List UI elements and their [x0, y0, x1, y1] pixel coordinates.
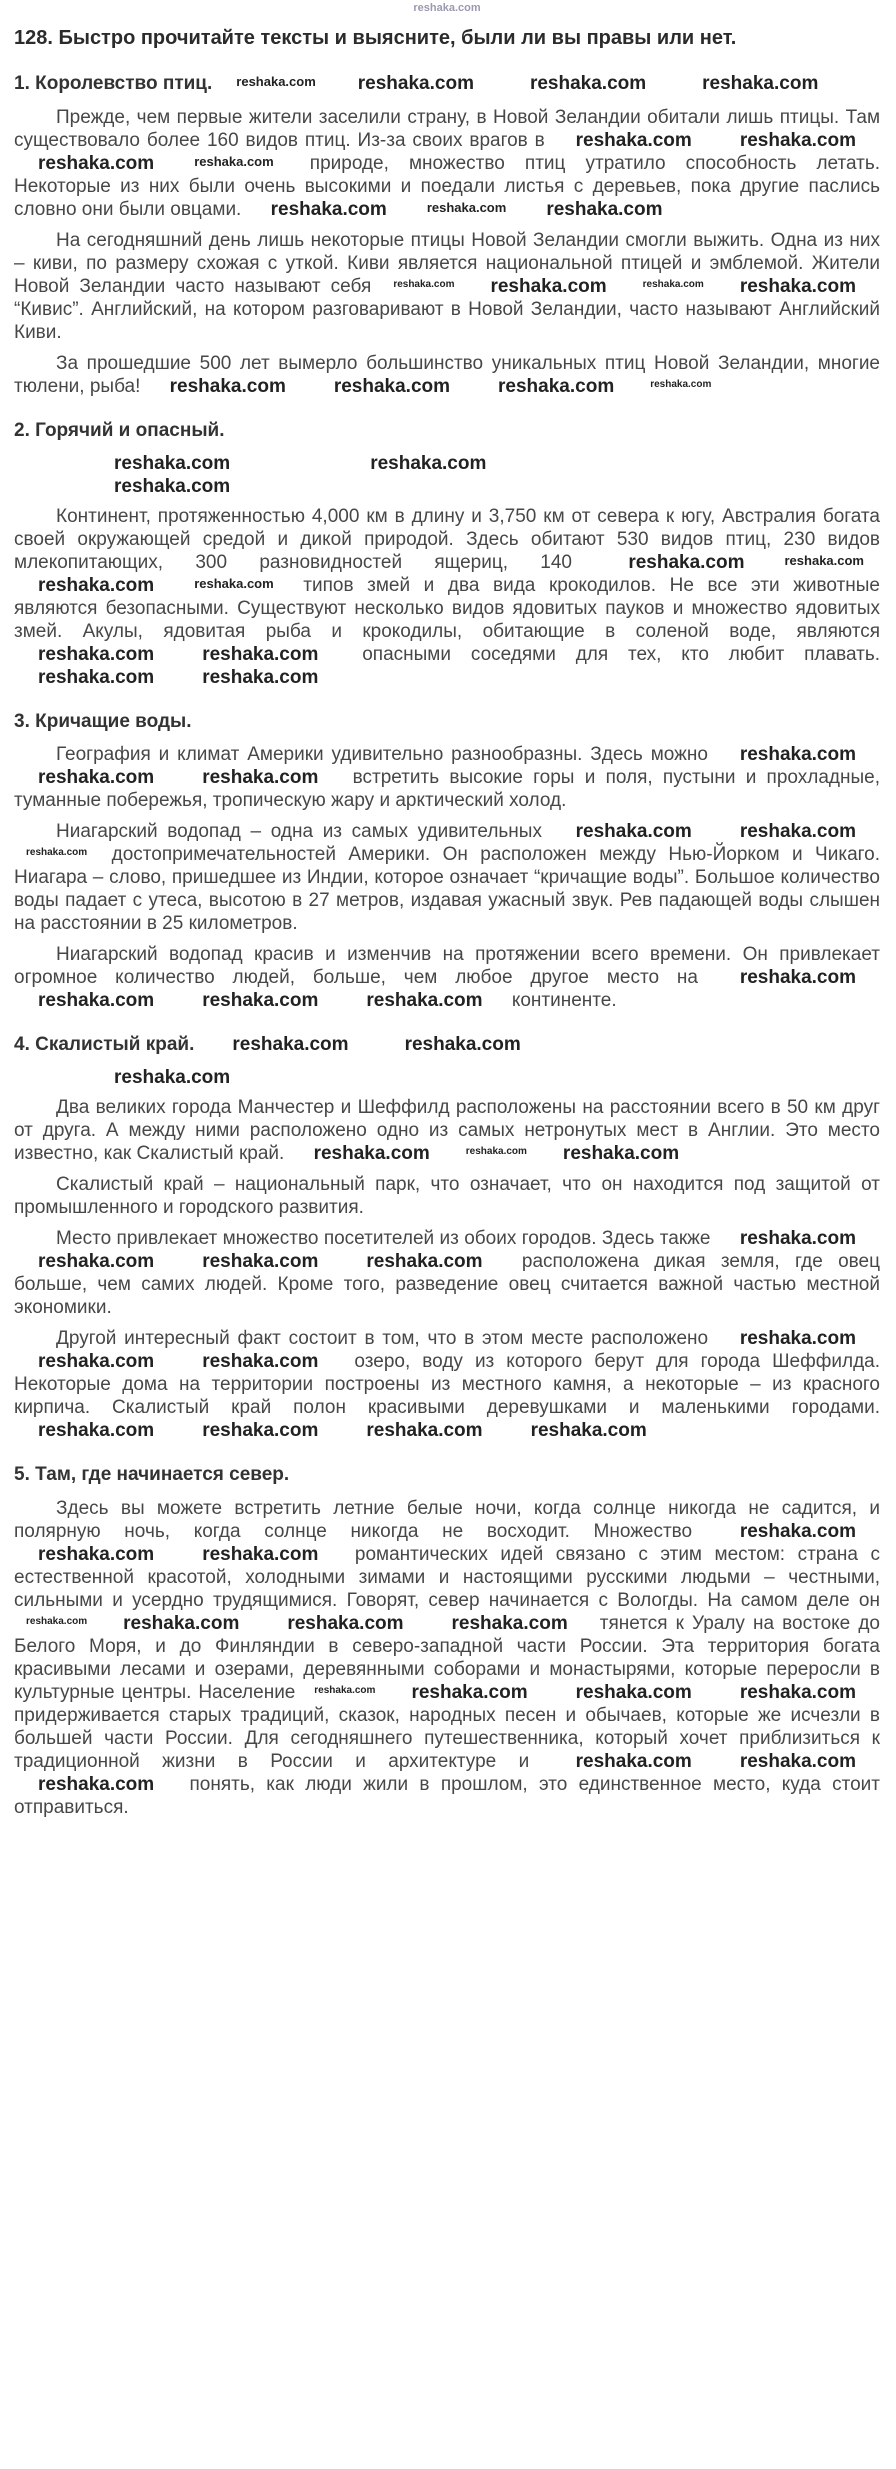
watermark: reshaka.com: [451, 1612, 568, 1634]
watermark: reshaka.com: [169, 375, 286, 397]
section-heading: [14, 1034, 880, 1057]
watermark: reshaka.com: [26, 847, 88, 859]
watermark: reshaka.com: [739, 129, 856, 151]
watermark: reshaka.com: [357, 73, 474, 94]
section-heading-text: 5. Там, где начинается север.: [14, 1464, 290, 1486]
watermark: reshaka.com: [236, 74, 316, 89]
watermark: reshaka.com: [38, 643, 155, 665]
watermark: reshaka.com: [530, 1420, 647, 1442]
watermark: reshaka.com: [314, 1684, 376, 1696]
text-section: [14, 73, 880, 398]
paragraph: Ниагарский водопад – одна из самых удивительных reshaka.com reshaka.comreshaka.com достопримечательностей Америки. Он расположен между Нью-Йорком и Чикаго. Ниагара – слово, пришедшее из Индии, которое означает “кричащие воды”. Большое количество воды падает с утеса, высотою в 27 метров, издавая ужасный звук. Рев падающей воды слышен на расстоянии в 25 километров.: [14, 821, 880, 935]
watermark: reshaka.com: [784, 552, 864, 568]
watermark: reshaka.com: [465, 1146, 527, 1158]
watermark: reshaka.com: [287, 1612, 404, 1634]
section-heading-text: 3. Кричащие воды.: [14, 710, 192, 732]
watermark: reshaka.com: [114, 452, 231, 474]
watermark: reshaka.com: [202, 1543, 319, 1565]
text-section: [14, 420, 880, 689]
watermark: reshaka.com: [739, 1328, 856, 1350]
watermark: reshaka.com: [393, 278, 455, 290]
watermark: reshaka.com: [114, 475, 231, 497]
watermark: reshaka.com: [38, 666, 155, 688]
watermark: reshaka.com: [333, 375, 451, 397]
watermark: reshaka.com: [739, 1681, 856, 1703]
watermark-row: [14, 1067, 880, 1090]
paragraph: Место привлекает множество посетителей из обоих городов. Здесь также reshaka.comreshaka.com reshaka.com reshaka.com расположена дикая земля, где овец больше, чем самих людей. Кроме того, разведение овец считается важной частью местной экономики.: [14, 1228, 880, 1319]
watermark: reshaka.com: [202, 990, 319, 1012]
watermark: reshaka.com: [366, 990, 483, 1012]
watermark: reshaka.com: [114, 1067, 231, 1089]
section-heading: [14, 420, 880, 443]
watermark: reshaka.com: [232, 1034, 349, 1056]
paragraph: Здесь вы можете встретить летние белые ночи, когда солнце никогда не садится, и полярную ночь, когда солнце никогда не восходит. Множество reshaka.comreshaka.com reshaka.com романтических идей связано с этим местом: страна с естественной красотой, холодными зимами и настоящими русскими людьми – честными, сильными и усердно трудящимися. Говорят, север начинается с Вологды. На самом деле он reshaka.com reshaka.com reshaka.com reshaka.com тянется к Уралу на востоке до Белого Моря, и до Финляндии в северо-западной части России. Эта территория богата красивыми лесами и озерами, деревянными соборами и монастырями, которые переросли в культурные центры. Население reshaka.com reshaka.com reshaka.com reshaka.com придерживается старых традиций, сказок, народных песен и обычаев, которые же исчезли в большей части России. Для сегодняшнего путешественника, который хочет приблизиться к традиционной жизни в России и архитектуре и reshaka.com reshaka.comreshaka.com понять, как люди жили в прошлом, это единственное место, куда стоит отправиться.: [14, 1497, 880, 1818]
text-section: [14, 711, 880, 1013]
paragraph: Другой интересный факт состоит в том, что в этом месте расположено reshaka.comreshaka.com reshaka.com озеро, воду из которого берут для города Шеффилда. Некоторые дома на территории построены из местного камня, а некоторые – из красного кирпича. Скалистый край полон красивыми деревушками и маленькими городами. reshaka.com reshaka.com reshaka.com reshaka.com: [14, 1328, 880, 1442]
watermark: reshaka.com: [38, 1543, 155, 1565]
watermark: reshaka.com: [38, 574, 155, 596]
watermark: reshaka.com: [739, 275, 856, 297]
watermark: reshaka.com: [575, 821, 692, 843]
watermark: reshaka.com: [202, 666, 319, 688]
watermark: reshaka.com: [313, 1143, 430, 1165]
watermark: reshaka.com: [575, 1681, 692, 1703]
paragraph: Скалистый край – национальный парк, что означает, что он находится под защитой от промышленного и городского развития.: [14, 1174, 880, 1219]
watermark-row: [14, 453, 880, 499]
watermark: reshaka.com: [529, 73, 647, 94]
watermark: reshaka.com: [366, 1420, 483, 1442]
section-heading-text: 4. Скалистый край.: [14, 1034, 195, 1056]
watermark: reshaka.com: [38, 152, 155, 174]
watermark: reshaka.com: [38, 767, 155, 789]
top-watermark: reshaka.com: [413, 2, 481, 14]
section-heading: [14, 1464, 880, 1487]
watermark: reshaka.com: [411, 1681, 528, 1703]
paragraph: География и климат Америки удивительно разнообразны. Здесь можно reshaka.comreshaka.com reshaka.com встретить высокие горы и поля, пустыни и прохладные, туманные побережья, тропическую жару и арктический холод.: [14, 744, 880, 812]
section-heading-text: 1. Королевство птиц.: [14, 73, 213, 94]
watermark: reshaka.com: [202, 1251, 319, 1273]
watermark: reshaka.com: [650, 378, 712, 390]
paragraph: Прежде, чем первые жители заселили страну, в Новой Зеландии обитали лишь птицы. Там существовало более 160 видов птиц. Из-за своих врагов в reshaka.com reshaka.comreshaka.com reshaka.com природе, множество птиц утратило способность летать. Некоторые из них были очень высокими и поедали листья с деревьев, пока другие паслись словно они были овцами. reshaka.com reshaka.com reshaka.com: [14, 106, 880, 220]
watermark: reshaka.com: [546, 198, 663, 220]
section-heading-text: 2. Горячий и опасный.: [14, 419, 225, 441]
watermark: reshaka.com: [38, 990, 155, 1012]
watermark: reshaka.com: [370, 452, 487, 474]
watermark: reshaka.com: [426, 199, 507, 215]
watermark: reshaka.com: [194, 153, 274, 169]
watermark: reshaka.com: [490, 275, 607, 297]
watermark: reshaka.com: [575, 129, 692, 151]
watermark: reshaka.com: [642, 278, 704, 290]
section-heading: [14, 711, 880, 734]
watermark: reshaka.com: [702, 73, 819, 94]
sections-container: [14, 73, 880, 1819]
watermark: reshaka.com: [739, 1228, 856, 1250]
watermark: reshaka.com: [38, 1251, 155, 1273]
watermark: reshaka.com: [575, 1750, 692, 1772]
watermark: reshaka.com: [26, 1615, 88, 1627]
watermark: reshaka.com: [628, 551, 745, 573]
watermark: reshaka.com: [562, 1143, 680, 1165]
watermark: reshaka.com: [202, 643, 319, 665]
watermark: reshaka.com: [38, 1351, 155, 1373]
watermark: reshaka.com: [739, 821, 856, 843]
watermark: reshaka.com: [404, 1034, 521, 1056]
paragraph: На сегодняшний день лишь некоторые птицы Новой Зеландии смогли выжить. Одна из них – киви, по размеру схожая с уткой. Киви является национальной птицей и эмблемой. Жители Новой Зеландии часто называют себя reshaka.com reshaka.com reshaka.com reshaka.com “Кивис”. Английский, на котором разговаривают в Новой Зеландии, часто называют Английский Киви.: [14, 229, 880, 343]
watermark: reshaka.com: [38, 1773, 155, 1795]
watermark: reshaka.com: [739, 967, 856, 989]
paragraph: Континент, протяженностью 4,000 км в длину и 3,750 км от севера к югу, Австралия богата своей окружающей средой и дикой природой. Здесь обитают 530 видов птиц, 230 видов млекопитающих, 300 разновидностей ящериц, 140 reshaka.com reshaka.comreshaka.com reshaka.com типов змей и два вида крокодилов. Не все эти животные являются безопасными. Существуют несколько видов ядовитых пауков и множество ядовитых змей. Акулы, ядовитая рыба и крокодилы, обитающие в соленой воде, являются reshaka.com reshaka.com опасными соседями для тех, кто любит плавать. reshaka.com reshaka.com: [14, 505, 880, 688]
paragraph: Ниагарский водопад красив и изменчив на протяжении всего времени. Он привлекает огромное количество людей, больше, чем любое другое место на reshaka.comreshaka.com reshaka.com reshaka.com континенте.: [14, 944, 880, 1012]
watermark: reshaka.com: [123, 1612, 240, 1634]
paragraph: Два великих города Манчестер и Шеффилд расположены на расстоянии всего в 50 км друг от друга. А между ними расположено одно из самых нетронутых мест в Англии. Это место известно, как Скалистый край. reshaka.com reshaka.com reshaka.com: [14, 1097, 880, 1165]
text-section: [14, 1464, 880, 1819]
watermark: reshaka.com: [202, 1351, 319, 1373]
text-section: [14, 1034, 880, 1442]
watermark: reshaka.com: [270, 198, 387, 220]
paragraph: За прошедшие 500 лет вымерло большинство уникальных птиц Новой Зеландии, многие тюлени, рыба! reshaka.com reshaka.com reshaka.com reshaka.com: [14, 352, 880, 397]
section-heading: [14, 73, 880, 96]
watermark: reshaka.com: [739, 1520, 856, 1542]
watermark: reshaka.com: [202, 1420, 319, 1442]
watermark: reshaka.com: [366, 1251, 483, 1273]
watermark: reshaka.com: [38, 1420, 155, 1442]
watermark: reshaka.com: [739, 1750, 856, 1772]
exercise-title: 128. Быстро прочитайте тексты и выясните, были ли вы правы или нет.: [14, 27, 737, 49]
watermark: reshaka.com: [202, 767, 319, 789]
watermark: reshaka.com: [498, 375, 615, 397]
watermark: reshaka.com: [194, 575, 274, 591]
watermark: reshaka.com: [739, 744, 856, 766]
